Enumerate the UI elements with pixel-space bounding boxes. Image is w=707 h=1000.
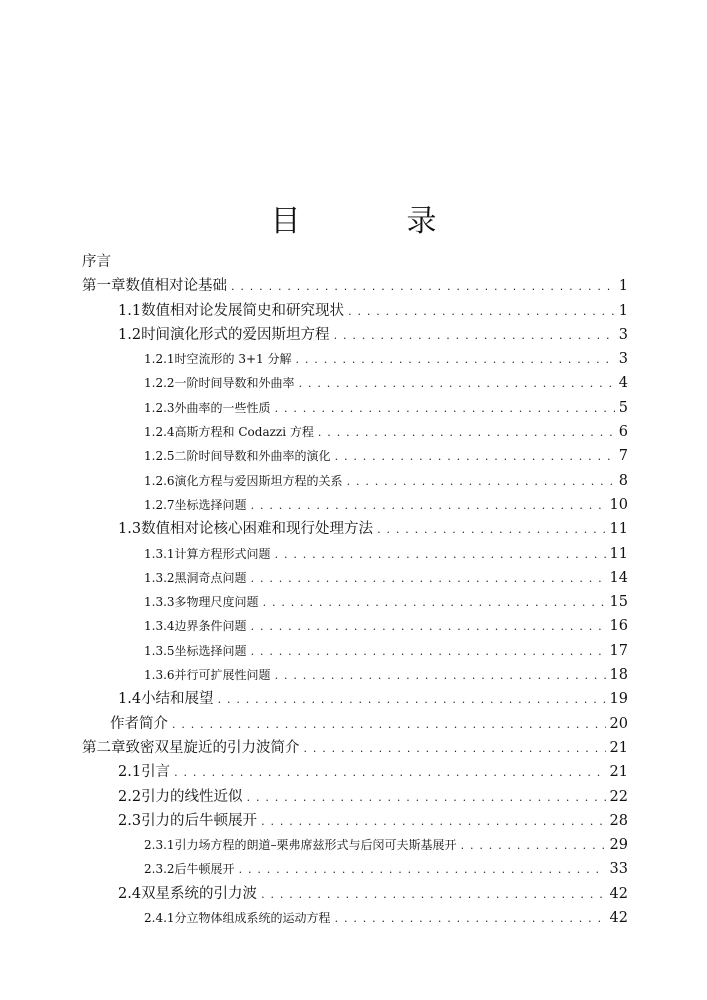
- toc-entry-number: 1.3.1: [144, 546, 175, 561]
- toc-entry: [82, 469, 628, 493]
- dot-leader: [304, 737, 606, 761]
- toc-entry: [82, 882, 628, 906]
- toc-entry-label: 一阶时间导数和外曲率: [174, 376, 295, 391]
- toc-entry-page: 28: [609, 812, 628, 829]
- dot-leader: [218, 688, 606, 712]
- toc-entry-page: 1: [618, 302, 628, 319]
- toc-entry-label: 后牛顿展开: [174, 862, 235, 877]
- toc-entry-number: 2.4: [118, 885, 142, 902]
- toc-entry: [82, 517, 628, 541]
- dot-leader: [251, 640, 606, 664]
- toc-entry-number: 1.2: [118, 326, 142, 343]
- toc-entry: [82, 760, 628, 784]
- toc-entry: [82, 712, 628, 736]
- dot-leader: [335, 445, 615, 469]
- toc-entry-page: 22: [609, 788, 628, 805]
- toc-entry: [82, 833, 628, 857]
- toc-entry-page: 6: [618, 424, 628, 441]
- toc-entry-page: 42: [609, 910, 628, 927]
- toc-entry-number: 1.2.1: [144, 352, 175, 367]
- dot-leader: [251, 567, 606, 591]
- dot-leader: [347, 470, 615, 494]
- toc-entry: [82, 736, 628, 760]
- dot-leader: [299, 372, 615, 396]
- toc-entry-label: 坐标选择问题: [174, 497, 247, 512]
- toc-entry-number: 1.3.4: [144, 619, 175, 634]
- dot-leader: [239, 858, 606, 882]
- toc-entry: [82, 371, 628, 395]
- page-title: 目 录: [270, 204, 475, 239]
- toc-entry-page: 1: [618, 278, 628, 295]
- toc-entry-number: 1.2.4: [144, 425, 175, 440]
- toc-entry-page: 21: [609, 764, 628, 781]
- dot-leader: [261, 883, 605, 907]
- toc-entry: [82, 493, 628, 517]
- toc-entry-page: 3: [618, 351, 628, 368]
- toc-entry-label: 黑洞奇点问题: [174, 570, 247, 585]
- toc-entry-label: 引言: [141, 764, 171, 781]
- toc-entry-page: 8: [618, 472, 628, 489]
- toc-entry-label: 引力的线性近似: [141, 788, 243, 805]
- toc-entry-number: 1.4: [118, 691, 142, 708]
- toc-entry-page: 19: [609, 691, 628, 708]
- toc-entry-number: 2.3.2: [144, 862, 175, 877]
- toc-entry-number: 2.3.1: [144, 838, 175, 853]
- toc-entry-page: 5: [618, 399, 628, 416]
- toc-entry-number: 2.1: [118, 764, 142, 781]
- toc-entry-page: 16: [609, 618, 628, 635]
- dot-leader: [275, 543, 606, 567]
- toc-entry-page: 20: [609, 715, 628, 732]
- toc-entry-number: 1.3: [118, 521, 142, 538]
- toc-entry: [82, 906, 628, 930]
- dot-leader: [461, 834, 606, 858]
- toc-entry-page: 4: [618, 375, 628, 392]
- toc-entry-label: 小结和展望: [141, 691, 214, 708]
- toc-entry-label: 坐标选择问题: [174, 643, 247, 658]
- dot-leader: [275, 397, 615, 421]
- toc-entry: [82, 347, 628, 371]
- dot-leader: [318, 421, 615, 445]
- toc-entry: [82, 809, 628, 833]
- toc-entry-label: 演化方程与爱因斯坦方程的关系: [174, 473, 343, 488]
- toc-entry-page: 42: [609, 885, 628, 902]
- toc-entry: [82, 857, 628, 881]
- toc-entry-label: 引力场方程的朗道–栗弗席兹形式与后闵可夫斯基展开: [174, 838, 457, 853]
- dot-leader: [377, 518, 605, 542]
- dot-leader: [251, 494, 606, 518]
- toc-entry-label: 多物理尺度问题: [174, 595, 259, 610]
- dot-leader: [247, 786, 606, 810]
- toc-entry: [82, 274, 628, 298]
- toc-entry-label: 时空流形的 3+1 分解: [174, 352, 292, 367]
- toc-entry-number: 2.4.1: [144, 911, 175, 926]
- toc-entry: [82, 299, 628, 323]
- dot-leader: [334, 324, 615, 348]
- toc-entry-page: 17: [609, 642, 628, 659]
- toc-entry-number: 1.3.6: [144, 668, 175, 683]
- toc-entry: [82, 663, 628, 687]
- toc-entry-page: 18: [609, 667, 628, 684]
- toc-entry-label: 数值相对论发展简史和研究现状: [141, 302, 345, 319]
- toc-entry-label: 并行可扩展性问题: [174, 668, 271, 683]
- toc-entry: [82, 542, 628, 566]
- toc-entry-label: 边界条件问题: [174, 619, 247, 634]
- toc-entry-number: 1.3.3: [144, 595, 175, 610]
- toc-entry: [82, 420, 628, 444]
- dot-leader: [296, 348, 615, 372]
- toc-entry: [82, 396, 628, 420]
- toc-entry-label: 数值相对论核心困难和现行处理方法: [141, 521, 374, 538]
- dot-leader: [172, 713, 606, 737]
- toc-entry-page: 10: [609, 496, 628, 513]
- dot-leader: [275, 664, 606, 688]
- toc-entry: [82, 590, 628, 614]
- toc-entry-label: 计算方程形式问题: [174, 546, 271, 561]
- toc-entry: [82, 687, 628, 711]
- toc-entry: [82, 250, 628, 274]
- toc-entry-number: 第二章: [82, 739, 126, 756]
- toc-entry-number: 1.2.2: [144, 376, 175, 391]
- toc-entry: [82, 785, 628, 809]
- toc-entry-label: 序言: [82, 254, 111, 270]
- dot-leader: [261, 810, 605, 834]
- toc-entry-number: 1.1: [118, 302, 142, 319]
- toc-entry-page: 3: [618, 326, 628, 343]
- toc-entry-label: 致密双星旋近的引力波简介: [125, 739, 300, 756]
- toc-entry: [82, 323, 628, 347]
- toc-entry-label: 二阶时间导数和外曲率的演化: [174, 449, 331, 464]
- toc-entry: [82, 614, 628, 638]
- toc-entry-number: 1.2.5: [144, 449, 175, 464]
- toc-entry-number: 1.3.2: [144, 570, 175, 585]
- toc-entry-number: 2.2: [118, 788, 142, 805]
- toc-entry-label: 双星系统的引力波: [141, 885, 258, 902]
- toc-entry-page: 11: [609, 521, 628, 538]
- toc-entry-page: 15: [609, 594, 628, 611]
- toc-entry-label: 数值相对论基础: [125, 278, 227, 295]
- dot-leader: [174, 761, 605, 785]
- table-of-contents: [82, 250, 628, 930]
- toc-entry-number: 1.3.5: [144, 643, 175, 658]
- dot-leader: [335, 907, 606, 931]
- dot-leader: [231, 275, 615, 299]
- toc-entry-page: 14: [609, 569, 628, 586]
- toc-entry-label: 作者简介: [110, 715, 168, 732]
- toc-entry-label: 引力的后牛顿展开: [141, 812, 258, 829]
- toc-entry-number: 1.2.7: [144, 497, 175, 512]
- toc-entry-page: 21: [609, 739, 628, 756]
- toc-entry: [82, 444, 628, 468]
- dot-leader: [251, 615, 606, 639]
- toc-entry-number: 2.3: [118, 812, 142, 829]
- toc-entry-label: 高斯方程和 Codazzi 方程: [174, 425, 314, 440]
- dot-leader: [263, 591, 606, 615]
- dot-leader: [348, 300, 615, 324]
- toc-entry-page: 33: [609, 861, 628, 878]
- toc-entry-number: 1.2.3: [144, 400, 175, 415]
- toc-entry-number: 1.2.6: [144, 473, 175, 488]
- toc-entry: [82, 639, 628, 663]
- toc-entry-label: 外曲率的一些性质: [174, 400, 271, 415]
- toc-entry: [82, 566, 628, 590]
- toc-entry-label: 分立物体组成系统的运动方程: [174, 911, 331, 926]
- toc-entry-page: 11: [609, 545, 628, 562]
- toc-entry-number: 第一章: [82, 278, 126, 295]
- toc-entry-label: 时间演化形式的爱因斯坦方程: [141, 326, 330, 343]
- toc-entry-page: 7: [618, 448, 628, 465]
- toc-entry-page: 29: [609, 837, 628, 854]
